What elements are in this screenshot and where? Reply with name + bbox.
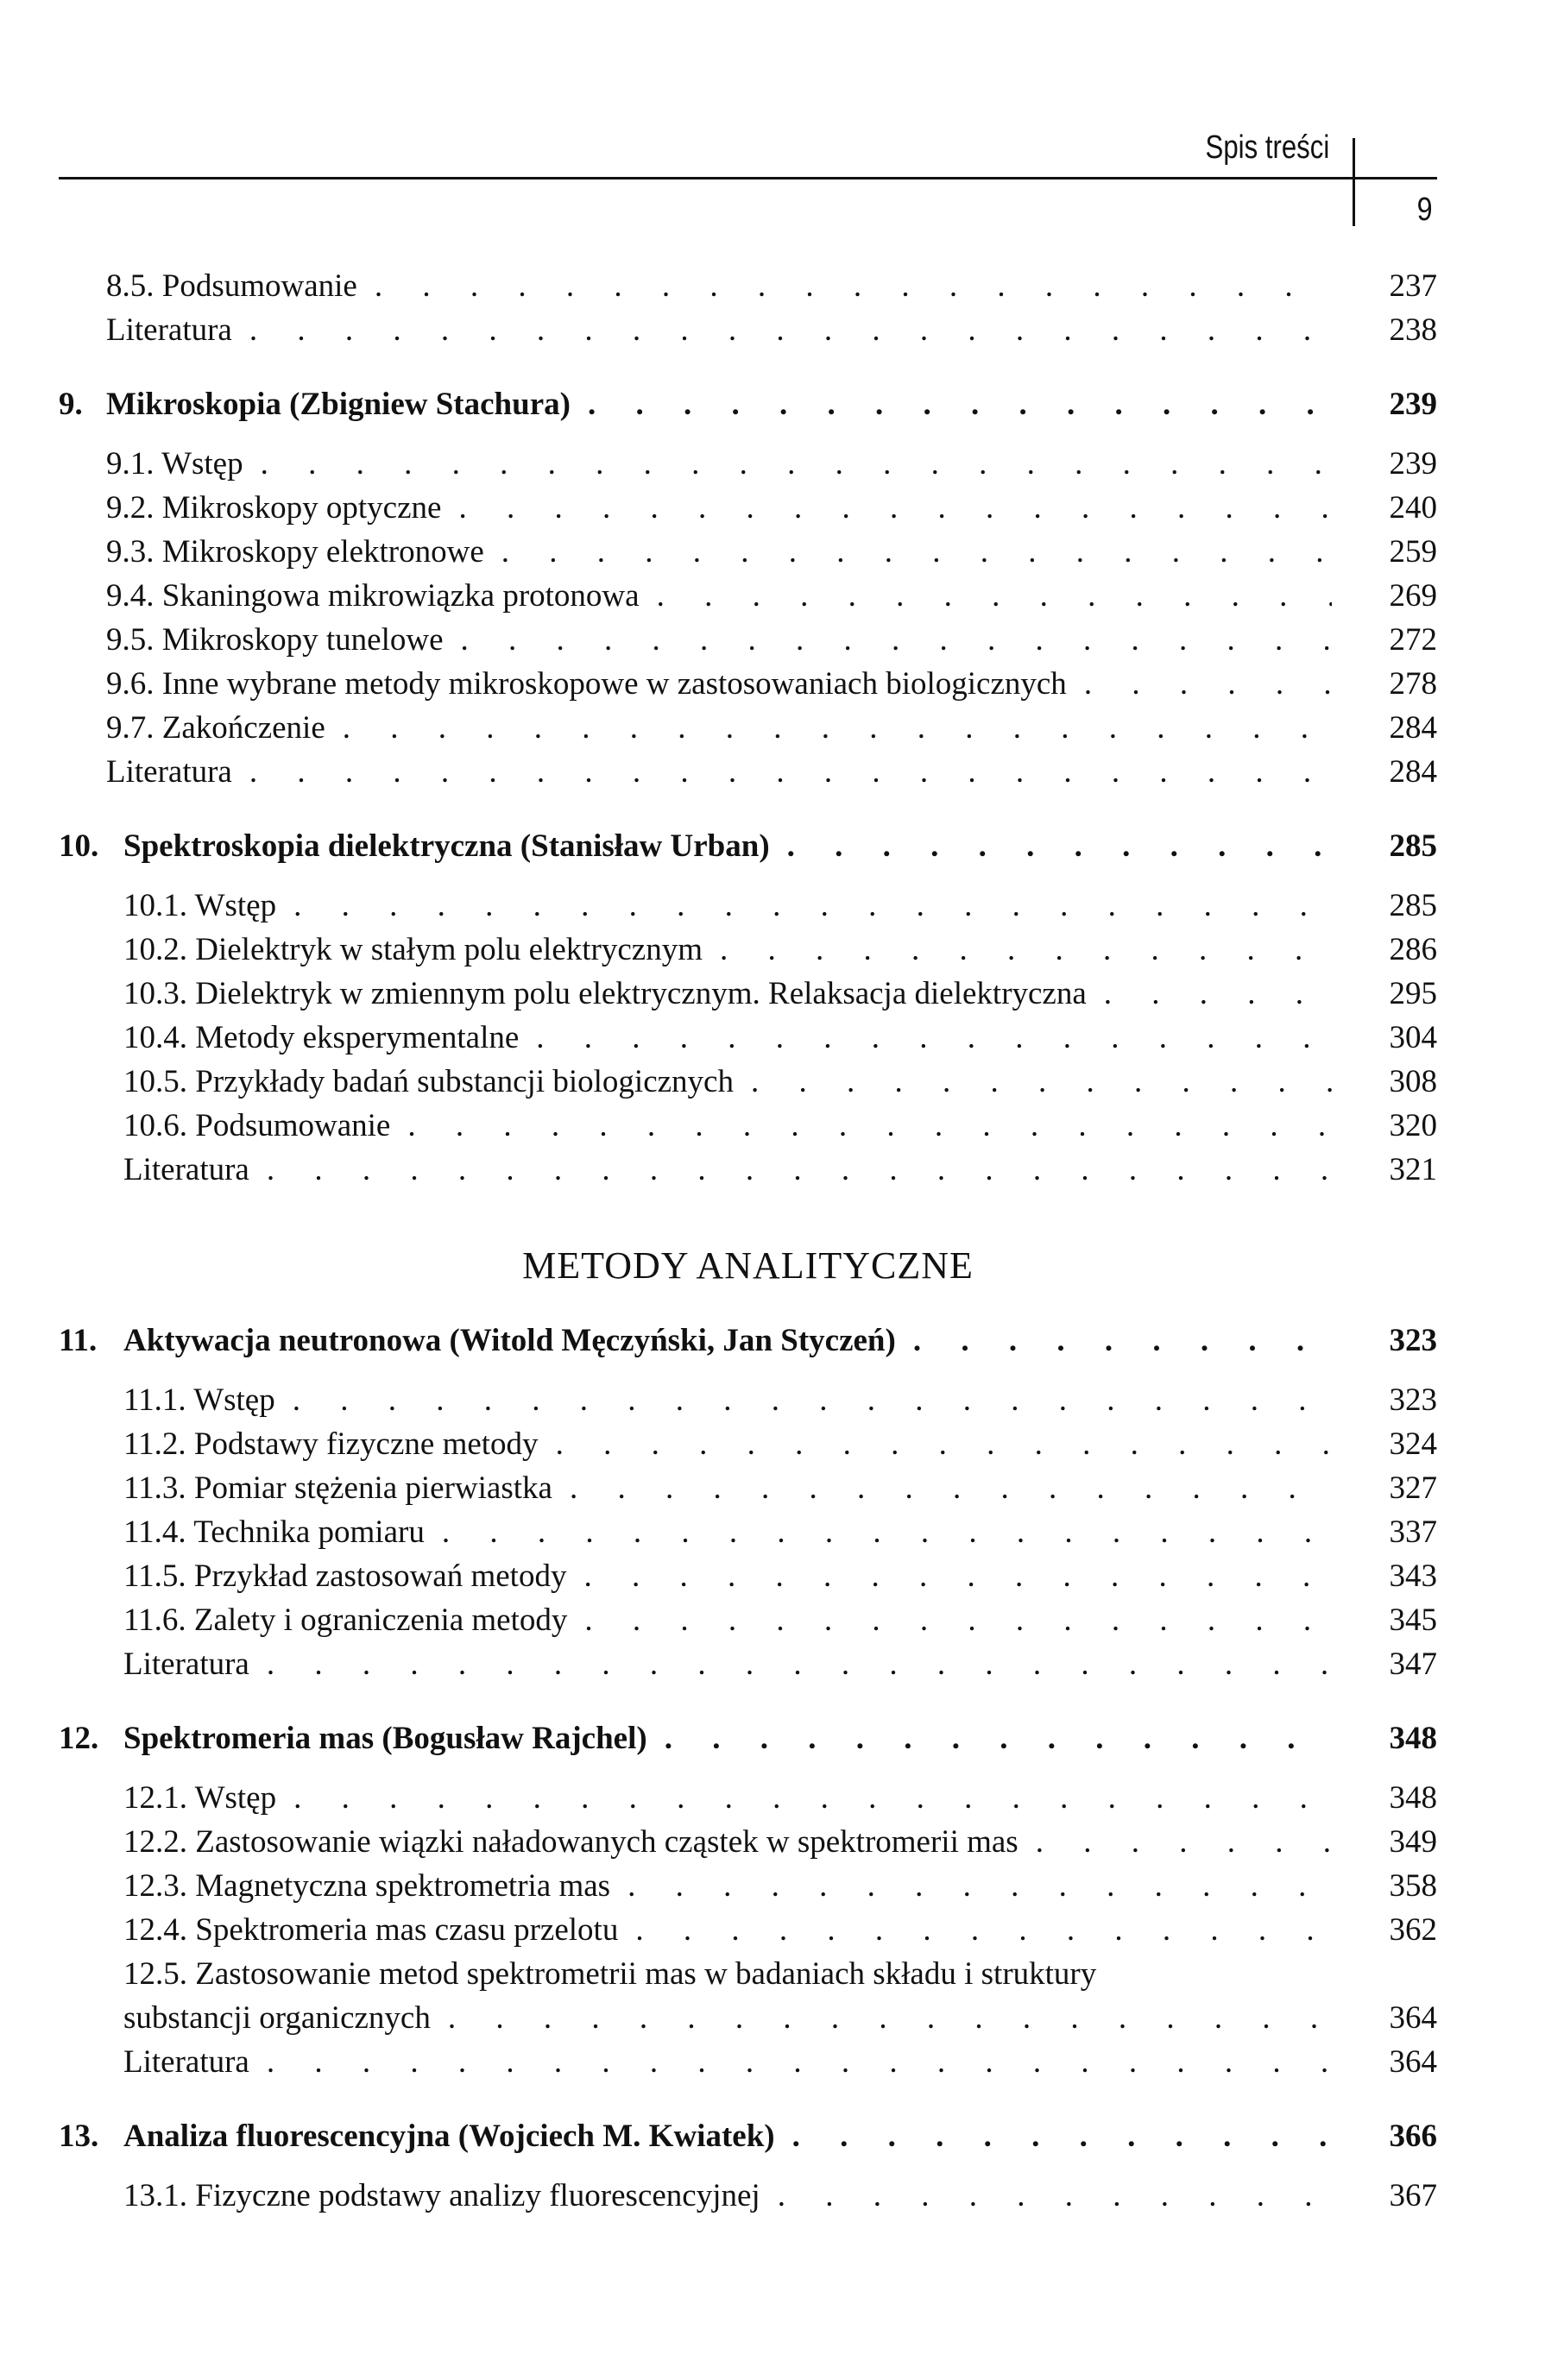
toc-entry[interactable] [59,308,1437,352]
chapter-number: 10. [59,828,99,864]
toc-entry-page: 272 [1389,622,1437,658]
toc-entry-page: 343 [1389,1558,1437,1594]
toc-entry-label: 12.1. Wstęp [123,1780,283,1816]
toc-entry-label: 9.5. Mikroskopy tunelowe [106,622,451,658]
toc-entry[interactable] [59,574,1437,618]
page-number: 9 [1416,192,1433,228]
toc-entry-page: 284 [1389,754,1437,790]
toc-entry-label: 12.3. Magnetyczna spektrometria mas [123,1868,617,1904]
toc-entry-label: 10.2. Dielektryk w stałym polu elektrycznym [123,932,709,967]
toc-entry[interactable] [59,928,1437,972]
toc-entry-label: 11.3. Pomiar stężenia pierwiastka [123,1470,559,1506]
toc-entry-label: Literatura [106,754,239,790]
toc-entry-label: 9.3. Mikroskopy elektronowe [106,534,491,570]
toc-entry-page: 323 [1389,1382,1437,1418]
toc-entry-label: 11.4. Technika pomiaru [123,1514,432,1550]
toc-entry[interactable] [59,1554,1437,1598]
toc-entry-page: 348 [1389,1780,1437,1816]
chapter-page: 323 [1389,1323,1437,1358]
toc-entry[interactable] [59,1820,1437,1864]
toc-entry-page: 259 [1389,534,1437,570]
toc-entry-page: 362 [1389,1912,1437,1948]
toc-entry[interactable] [59,1598,1437,1642]
chapter-page: 239 [1389,387,1437,422]
toc-entry-page: 240 [1389,490,1437,526]
toc-entry[interactable] [59,2040,1437,2084]
header-rule [59,177,1437,179]
toc-entry-label: 8.5. Podsumowanie [106,268,364,304]
toc-entry-page: 269 [1389,578,1437,614]
toc-chapter-10[interactable] [59,824,1437,868]
toc-entry-page: 364 [1389,2044,1437,2080]
toc-entry-label: 9.1. Wstęp [106,446,250,482]
toc-chapter-11[interactable] [59,1319,1437,1363]
toc-entry-page: 367 [1389,2178,1437,2213]
toc-entry[interactable] [59,1060,1437,1104]
chapter-number: 9. [59,387,83,422]
toc-entry-page: 347 [1389,1646,1437,1682]
toc-entry-label: 10.5. Przykłady badań substancji biologicznych [123,1064,741,1099]
toc-entry[interactable] [59,442,1437,486]
toc-entry-label-continuation: substancji organicznych [123,2000,438,2036]
toc-entry[interactable] [59,1148,1437,1192]
chapter-title: Mikroskopia (Zbigniew Stachura) [106,387,577,422]
toc-entry-label: Literatura [106,312,239,348]
toc-entry-page: 308 [1389,1064,1437,1099]
toc-entry-label: 11.6. Zalety i ograniczenia metody [123,1602,574,1638]
toc-entry-page: 284 [1389,710,1437,746]
toc-entry-label: 11.2. Podstawy fizyczne metody [123,1426,546,1462]
header-vertical-rule [1353,138,1355,226]
chapter-title: Analiza fluorescencyjna (Wojciech M. Kwiatek) [123,2119,782,2154]
toc-entry[interactable] [59,486,1437,530]
toc-entry-label: Literatura [123,1152,256,1187]
toc-entry-page: 320 [1389,1108,1437,1143]
toc-entry-page: 295 [1389,976,1437,1011]
toc-entry-label: 9.2. Mikroskopy optyczne [106,490,448,526]
toc-entry-label: 9.4. Skaningowa mikrowiązka protonowa [106,578,646,614]
chapter-number: 13. [59,2119,99,2154]
toc-entry-label: 11.5. Przykład zastosowań metody [123,1558,573,1594]
toc-entry-label: 12.5. Zastosowanie metod spektrometrii mas w badaniach składu i struktury [123,1956,1103,1992]
toc-entry[interactable] [59,2174,1437,2218]
toc-entry[interactable] [59,706,1437,750]
toc-entry[interactable] [59,618,1437,662]
chapter-title: Spektromeria mas (Bogusław Rajchel) [123,1721,654,1756]
toc-entry-page: 349 [1389,1824,1437,1860]
toc-entry-label: 9.7. Zakończenie [106,710,332,746]
toc-entry-continuation[interactable] [59,1996,1437,2040]
running-head [0,0,1564,259]
toc-entry-label: 10.4. Metody eksperymentalne [123,1020,526,1055]
toc-chapter-9[interactable] [59,382,1437,426]
toc-entry-page: 278 [1389,666,1437,702]
toc-entry-page: 238 [1389,312,1437,348]
toc-entry[interactable] [59,264,1437,308]
toc-entry-page: 239 [1389,446,1437,482]
toc-entry-page: 345 [1389,1602,1437,1638]
toc-entry-page: 324 [1389,1426,1437,1462]
toc-entry-label: 11.1. Wstęp [123,1382,282,1418]
toc-entry[interactable] [59,1378,1437,1422]
toc-entry[interactable] [59,1016,1437,1060]
chapter-number: 11. [59,1323,98,1358]
toc-entry-page: 285 [1389,888,1437,923]
toc-entry[interactable] [59,1908,1437,1952]
toc-chapter-13[interactable] [59,2114,1437,2158]
toc-entry[interactable] [59,1642,1437,1686]
toc-entry[interactable] [59,662,1437,706]
chapter-title: Aktywacja neutronowa (Witold Męczyński, Jan Styczeń) [123,1323,903,1358]
toc-chapter-12[interactable] [59,1716,1437,1760]
toc-entry[interactable] [59,1104,1437,1148]
chapter-page: 366 [1389,2119,1437,2154]
running-head-title: Spis treści [1205,129,1329,166]
toc-entry-label: 10.6. Podsumowanie [123,1108,397,1143]
toc-entry-page: 237 [1389,268,1437,304]
toc-entry-page: 321 [1389,1152,1437,1187]
table-of-contents [59,264,1437,2218]
toc-entry-label: 12.4. Spektromeria mas czasu przelotu [123,1912,625,1948]
chapter-page: 285 [1389,828,1437,864]
toc-entry-page: 358 [1389,1868,1437,1904]
toc-entry[interactable] [59,750,1437,794]
toc-entry-label: Literatura [123,2044,256,2080]
toc-entry[interactable] [59,1864,1437,1908]
toc-entry-label: 12.2. Zastosowanie wiązki naładowanych cząstek w spektromerii mas [123,1824,1025,1860]
toc-entry[interactable] [59,1466,1437,1510]
toc-entry-label: 13.1. Fizyczne podstawy analizy fluorescencyjnej [123,2178,767,2213]
toc-entry[interactable] [59,972,1437,1016]
toc-entry[interactable] [59,530,1437,574]
toc-entry-label: 9.6. Inne wybrane metody mikroskopowe w zastosowaniach biologicznych [106,666,1074,702]
chapter-title: Spektroskopia dielektryczna (Stanisław Urban) [123,828,777,864]
toc-entry-label: 10.3. Dielektryk w zmiennym polu elektrycznym. Relaksacja dielektryczna [123,976,1094,1011]
toc-entry-page: 286 [1389,932,1437,967]
toc-entry-page: 304 [1389,1020,1437,1055]
toc-entry-page: 327 [1389,1470,1437,1506]
toc-entry-label: 10.1. Wstęp [123,888,283,923]
chapter-number: 12. [59,1721,99,1756]
toc-entry[interactable] [59,1776,1437,1820]
toc-entry[interactable] [59,1952,1437,1996]
toc-entry-label: Literatura [123,1646,256,1682]
part-heading: METODY ANALITYCZNE [522,1244,974,1287]
toc-entry-page: 364 [1389,2000,1437,2036]
chapter-page: 348 [1389,1721,1437,1756]
toc-entry-page: 337 [1389,1514,1437,1550]
toc-entry[interactable] [59,1510,1437,1554]
toc-entry[interactable] [59,884,1437,928]
toc-entry[interactable] [59,1422,1437,1466]
